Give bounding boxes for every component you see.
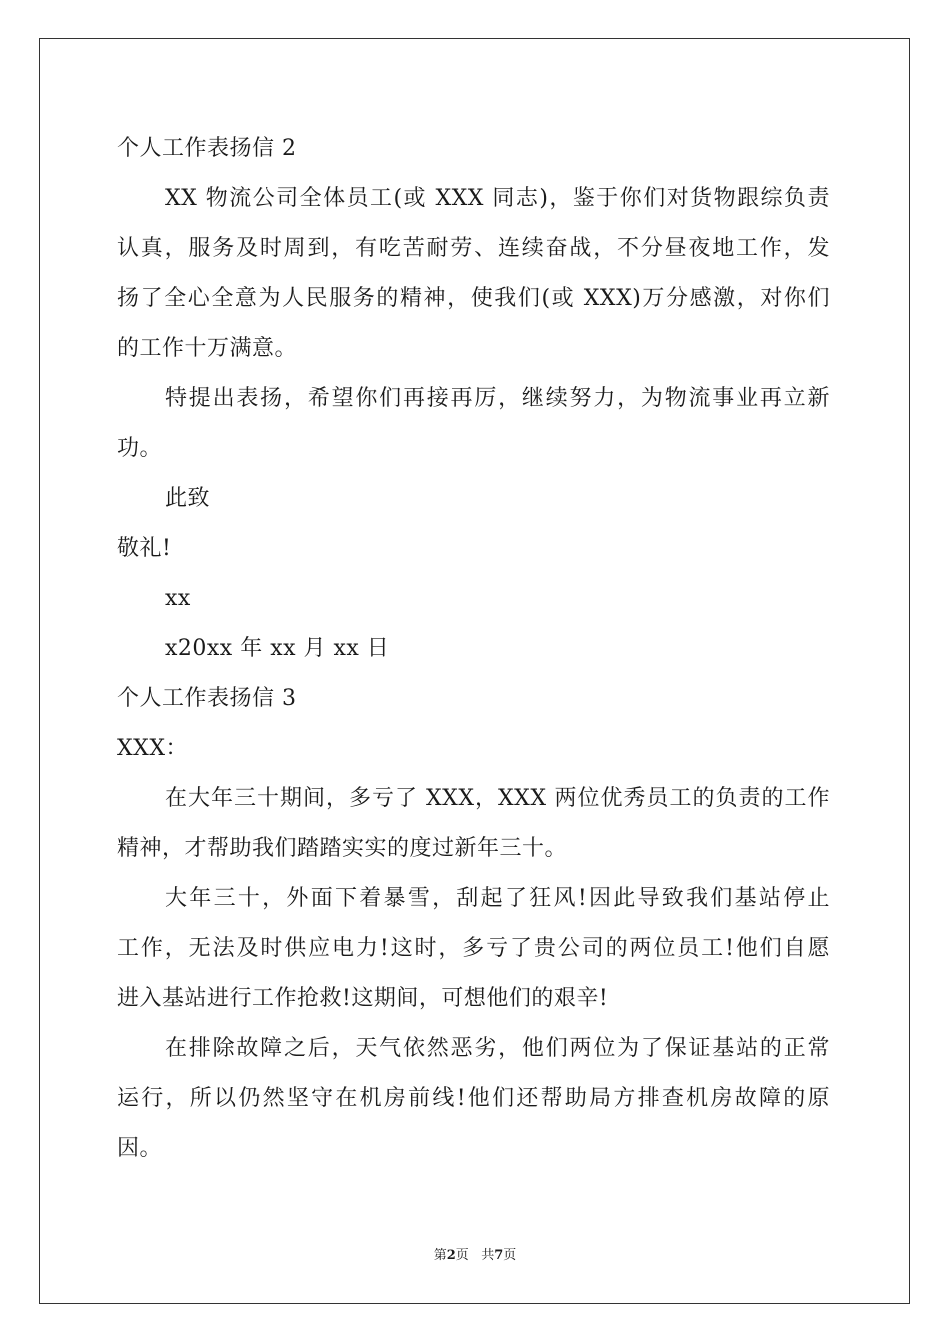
page-prefix: 第: [433, 1248, 447, 1263]
paragraph-line: 因。: [117, 1136, 163, 1161]
paragraph-line: 在排除故障之后，天气依然恶劣，他们两位为了保证基站的正常: [165, 1036, 830, 1061]
total-prefix: 共: [481, 1248, 495, 1263]
paragraph-line: 在大年三十期间，多亏了 XXX，XXX 两位优秀员工的负责的工作: [165, 786, 830, 811]
recipient-line: XXX：: [117, 736, 188, 761]
paragraph-line: XX 物流公司全体员工(或 XXX 同志)，鉴于你们对货物跟综负责: [165, 186, 830, 211]
page-border: [39, 38, 910, 1304]
page-footer: [0, 1247, 950, 1265]
total-pages: 7: [494, 1248, 504, 1263]
letter-title-2: 个人工作表扬信 2: [117, 136, 297, 161]
paragraph-line: 特提出表扬，希望你们再接再厉，继续努力，为物流事业再立新: [165, 386, 830, 411]
page-suffix: 页: [455, 1248, 469, 1263]
paragraph-line: 认真，服务及时周到，有吃苦耐劳、连续奋战，不分昼夜地工作，发: [117, 236, 830, 261]
paragraph-line: 进入基站进行工作抢救!这期间，可想他们的艰辛!: [117, 986, 609, 1011]
date-line: x20xx 年 xx 月 xx 日: [165, 636, 390, 661]
paragraph-line: 的工作十万满意。: [117, 336, 298, 361]
paragraph-line: 扬了全心全意为人民服务的精神，使我们(或 XXX)万分感激，对你们: [117, 286, 830, 311]
paragraph-line: 运行，所以仍然坚守在机房前线!他们还帮助局方排查机房故障的原: [117, 1086, 830, 1111]
paragraph-line: 大年三十，外面下着暴雪，刮起了狂风!因此导致我们基站停止: [165, 886, 830, 911]
closing-salutation: 此致: [165, 486, 211, 511]
paragraph-line: 工作，无法及时供应电力!这时，多亏了贵公司的两位员工!他们自愿: [117, 936, 830, 961]
paragraph-line: 功。: [117, 436, 163, 461]
closing-regards: 敬礼!: [117, 536, 172, 561]
page-number: 2: [446, 1248, 456, 1263]
signature: xx: [165, 586, 191, 611]
paragraph-line: 精神，才帮助我们踏踏实实的度过新年三十。: [117, 836, 568, 861]
letter-title-3: 个人工作表扬信 3: [117, 686, 297, 711]
total-suffix: 页: [503, 1248, 517, 1263]
